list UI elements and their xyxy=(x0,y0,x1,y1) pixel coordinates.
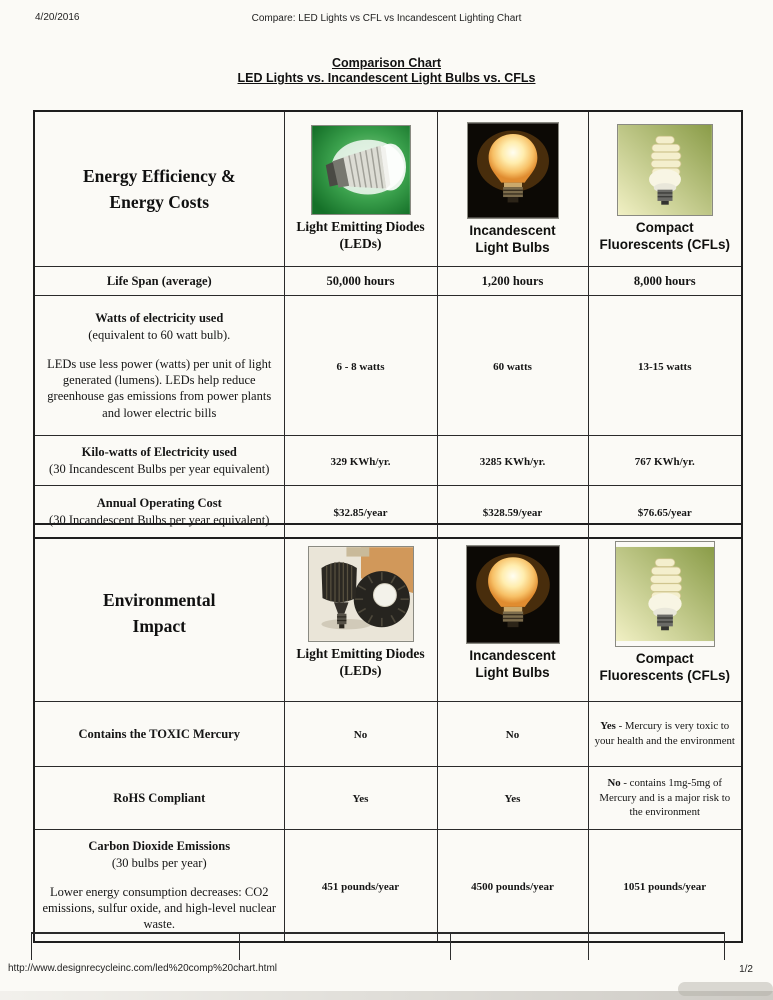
rohs-cfl-text: - contains 1mg-5mg of Mercury and is a major risk to the environment xyxy=(599,777,731,819)
co2-title: Carbon Dioxide Emissions xyxy=(88,839,231,854)
watts-label-cell xyxy=(34,296,284,436)
watts-subtitle: (equivalent to 60 watt bulb). xyxy=(88,327,231,342)
life-span-cfl-cell xyxy=(588,267,742,296)
column-header-incandescent-label: Incandescent Light Bulbs xyxy=(469,222,556,255)
mercury-cfl-cell xyxy=(588,702,742,767)
watts-incandescent-value: 60 watts xyxy=(493,360,532,373)
environment-column-header-cfl xyxy=(588,524,742,702)
life-span-led-cell xyxy=(284,267,437,296)
incandescent-bulb-image xyxy=(467,122,559,219)
watts-incandescent-cell xyxy=(437,296,588,436)
co2-description: Lower energy consumption decreases: CO2 emissions, sulfur oxide, and high-level nuclear waste. xyxy=(42,884,277,932)
environment-column-header-led xyxy=(284,524,437,702)
energy-column-header-cfl xyxy=(588,111,742,267)
annual-cost-subtitle: (30 Incandescent Bulbs per year equivalent) xyxy=(49,512,270,527)
column-header-cfl-label: Compact Fluorescents (CFLs) xyxy=(599,220,731,252)
co2-led-cell xyxy=(284,830,437,943)
rohs-label-cell xyxy=(34,767,284,830)
print-date: 4/20/2016 xyxy=(35,12,80,23)
life-span-led-value: 50,000 hours xyxy=(326,274,395,288)
kilowatts-label-cell xyxy=(34,436,284,486)
kilowatts-incandescent-cell xyxy=(437,436,588,486)
life-span-incandescent-value: 1,200 hours xyxy=(481,274,544,288)
watts-cfl-value: 13-15 watts xyxy=(638,360,692,373)
energy-topic-label: Energy Efficiency & Energy Costs xyxy=(82,165,236,212)
energy-column-header-incandescent xyxy=(437,111,588,267)
cfl-bulb-image xyxy=(615,541,715,647)
co2-subtitle: (30 bulbs per year) xyxy=(111,855,207,870)
kilowatts-incandescent-value: 3285 KWh/yr. xyxy=(479,455,546,468)
environment-topic-label: Environmental Impact xyxy=(103,589,216,636)
footer-page-number: 1/2 xyxy=(739,964,753,975)
life-span-label-cell xyxy=(34,267,284,296)
column-header-incandescent-label: Incandescent Light Bulbs xyxy=(469,647,556,680)
watts-title: Watts of electricity used xyxy=(95,311,224,326)
life-span-label: Life Span (average) xyxy=(106,274,212,288)
table-fragment-divider xyxy=(588,934,589,960)
kilowatts-cfl-value: 767 KWh/yr. xyxy=(634,455,695,468)
kilowatts-title: Kilo-watts of Electricity used xyxy=(81,445,237,460)
column-header-led-label: Light Emitting Diodes (LEDs) xyxy=(296,219,425,251)
table-fragment-divider xyxy=(450,934,451,960)
column-header-cfl-label: Compact Fluorescents (CFLs) xyxy=(599,651,731,683)
document-title-line2: LED Lights vs. Incandescent Light Bulbs vs. CFLs xyxy=(237,71,536,85)
watts-led-cell xyxy=(284,296,437,436)
watts-description: LEDs use less power (watts) per unit of light generated (lumens). LEDs help reduce greenhouse gas emissions from power plants and lower electric bills xyxy=(47,356,272,420)
column-header-led-label: Light Emitting Diodes (LEDs) xyxy=(296,646,425,678)
mercury-cfl-lead: Yes xyxy=(600,720,616,733)
annual-cost-incandescent-value: $328.59/year xyxy=(482,506,543,519)
rohs-cfl-cell xyxy=(588,767,742,830)
rohs-cfl-lead: No xyxy=(607,777,621,790)
annual-cost-title: Annual Operating Cost xyxy=(96,496,222,511)
led-par-bulbs-image xyxy=(308,546,414,642)
scan-shadow xyxy=(0,991,773,1000)
led-bulb-image xyxy=(311,125,411,215)
scan-artifact xyxy=(678,982,773,996)
mercury-label: Contains the TOXIC Mercury xyxy=(78,727,240,741)
annual-cost-cfl-value: $76.65/year xyxy=(637,506,692,519)
watts-cfl-cell xyxy=(588,296,742,436)
environment-topic-cell xyxy=(34,524,284,702)
kilowatts-led-cell xyxy=(284,436,437,486)
kilowatts-led-value: 329 KWh/yr. xyxy=(330,455,391,468)
kilowatts-cfl-cell xyxy=(588,436,742,486)
co2-led-value: 451 pounds/year xyxy=(321,880,400,893)
print-header-title: Compare: LED Lights vs CFL vs Incandescent Lighting Chart xyxy=(251,13,522,24)
life-span-incandescent-cell xyxy=(437,267,588,296)
rohs-incandescent-value: Yes xyxy=(504,793,521,805)
environmental-impact-table xyxy=(33,523,743,943)
footer-url: http://www.designrecycleinc.com/led%20comp%20chart.html xyxy=(8,963,278,974)
mercury-cfl-value xyxy=(593,719,738,748)
rohs-incandescent-cell xyxy=(437,767,588,830)
document-title-line1: Comparison Chart xyxy=(331,56,442,70)
mercury-incandescent-value: No xyxy=(505,729,520,741)
rohs-label: RoHS Compliant xyxy=(113,791,206,805)
mercury-incandescent-cell xyxy=(437,702,588,767)
co2-incandescent-value: 4500 pounds/year xyxy=(471,880,554,893)
energy-topic-cell xyxy=(34,111,284,267)
table-fragment-divider xyxy=(239,934,240,960)
co2-label-cell xyxy=(34,830,284,943)
document-title xyxy=(0,56,773,86)
environment-column-header-incandescent xyxy=(437,524,588,702)
cfl-bulb-image xyxy=(617,124,713,216)
mercury-cfl-text: - Mercury is very toxic to your health and the environment xyxy=(594,720,735,747)
next-page-table-fragment xyxy=(31,932,725,960)
annual-cost-led-value: $32.85/year xyxy=(333,506,388,519)
energy-efficiency-table xyxy=(33,110,743,539)
mercury-led-value: No xyxy=(353,729,368,741)
rohs-led-cell xyxy=(284,767,437,830)
energy-column-header-led xyxy=(284,111,437,267)
life-span-cfl-value: 8,000 hours xyxy=(633,274,696,288)
co2-cfl-cell xyxy=(588,830,742,943)
rohs-cfl-value xyxy=(593,776,738,820)
watts-led-value: 6 - 8 watts xyxy=(336,360,385,373)
mercury-label-cell xyxy=(34,702,284,767)
co2-incandescent-cell xyxy=(437,830,588,943)
incandescent-bulb-image xyxy=(466,545,560,644)
kilowatts-subtitle: (30 Incandescent Bulbs per year equivalent) xyxy=(49,461,270,476)
rohs-led-value: Yes xyxy=(352,793,369,805)
co2-cfl-value: 1051 pounds/year xyxy=(623,880,707,893)
mercury-led-cell xyxy=(284,702,437,767)
